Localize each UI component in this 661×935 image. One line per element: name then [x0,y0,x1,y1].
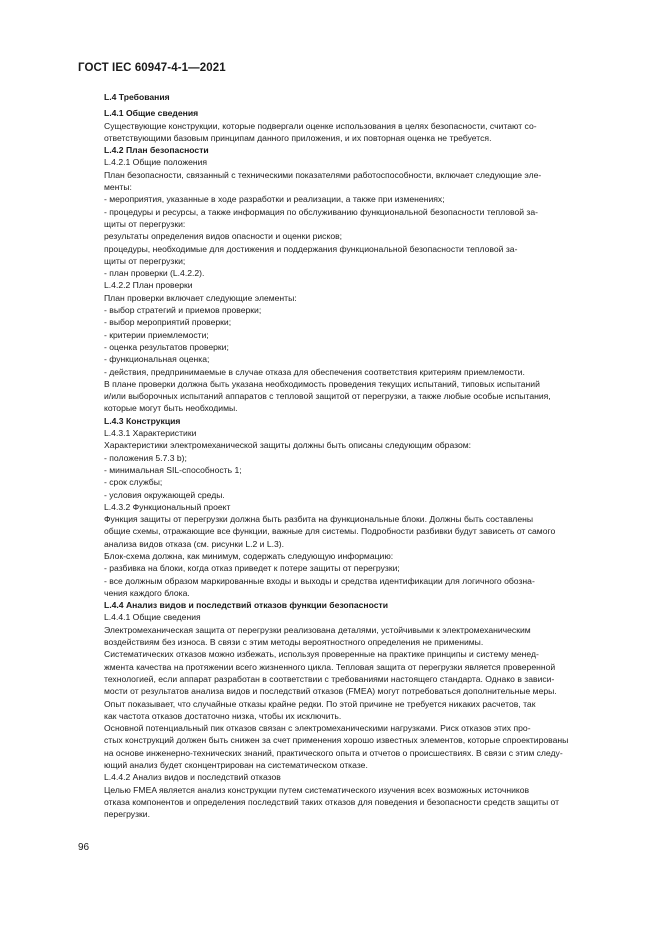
text-line: жмента качества на протяжении всего жизненного цикла. Тепловая защита от перегрузки является проверенной [104,661,556,672]
section-heading: L.4 Требования [104,92,170,102]
page-number: 96 [78,842,90,853]
text-line: В плане проверки должна быть указана необходимость проведения текущих испытаний, типовых испытаний [104,378,540,389]
text-line: ответствующими базовым принципам данного приложения, и их повторная оценка не требуется. [104,132,492,143]
text-line: - срок службы; [104,477,163,488]
subsection-heading: L.4.3.1 Характеристики [104,428,197,439]
text-line: технологией, если аппарат разработан в соответствии с требованиями настоящего стандарта. Однако в зависи- [104,673,555,684]
text-line: и/или выборочных испытаний аппаратов с тепловой защитой от перегрузки, а также любые особые испытания, [104,391,551,402]
text-line: - все должным образом маркированные входы и выходы и средства идентификации для логичного обозна- [104,575,535,586]
text-line: процедуры, необходимые для достижения и поддержания функциональной безопасности тепловой за- [104,243,518,254]
text-line: - план проверки (L.4.2.2). [104,268,205,279]
section-heading: L.4.4 Анализ видов и последствий отказов функции безопасности [104,600,389,611]
text-line: - оценка результатов проверки; [104,341,229,352]
subsection-heading: L.4.2.1 Общие положения [104,157,208,168]
text-line: общие схемы, отражающие все функции, важные для системы. Подробности разбивки будут зависеть от самого [104,526,556,537]
text-line: - выбор мероприятий проверки; [104,317,232,328]
text-line: - мероприятия, указанные в ходе разработки и реализации, а также при изменениях; [104,194,445,205]
text-line: Систематических отказов можно избежать, используя проверенные на практике принципы и систему менед- [104,649,539,660]
text-line: щиты от перегрузки; [104,255,186,266]
text-line: чения каждого блока. [104,587,190,598]
text-line: Основной потенциальный пик отказов связан с электромеханическими нагрузками. Риск отказов этих про- [104,723,531,734]
text-line: Опыт показывает, что случайные отказы крайне редки. По этой причине не требуется никаких расчетов, так [104,698,536,709]
section-heading: L.4.2 План безопасности [104,145,209,156]
text-line: Электромеханическая защита от перегрузки реализована деталями, устойчивыми к электромеханическим [104,624,531,635]
text-line: Функция защиты от перегрузки должна быть разбита на функциональные блоки. Должны быть составлены [104,514,534,525]
text-line: План безопасности, связанный с техническими показателями работоспособности, включает следующие эле- [104,169,542,180]
text-line: стых конструкций должен быть снижен за счет применения хорошо известных элементов, которые спроектированы [104,735,569,746]
text-line: результаты определения видов опасности и оценки рисков; [104,231,343,242]
text-line: Существующие конструкции, которые подвергали оценке использования в целях безопасности, считают со- [104,120,537,131]
text-line: Блок-схема должна, как минимум, содержать следующую информацию: [104,550,394,561]
text-line: План проверки включает следующие элементы: [104,292,297,303]
document-body [104,91,609,821]
text-line: щиты от перегрузки: [104,218,186,229]
text-line: - выбор стратегий и приемов проверки; [104,305,262,316]
text-line: как частота отказов достаточно низка, чтобы их исключить. [104,710,342,721]
subsection-heading: L.4.4.2 Анализ видов и последствий отказов [104,772,281,783]
subsection-heading: L.4.3.2 Функциональный проект [104,501,231,512]
text-line: перегрузки. [104,809,150,820]
text-line: отказа компонентов и определения последствий таких отказов для поведения и безопасности средств защиты от [104,796,560,807]
text-line: - разбивка на блоки, когда отказ приведет к потере защиты от перегрузки; [104,563,400,574]
text-line: Целью FMEA является анализ конструкции путем систематического изучения всех возможных источников [104,784,530,795]
text-line: - процедуры и ресурсы, а также информация по обслуживанию функциональной безопасности тепловой за- [104,206,539,217]
text-line: мости от результатов анализа видов и последствий отказов (FMEA) могут потребоваться дополнительные меры. [104,686,557,697]
text-line: воздействиям без износа. В связи с этим методы вероятностного определения не применимы. [104,637,484,648]
text-line: на основе инженерно-технических знаний, практического опыта и отчетов о происшествиях. В связи с этим следу- [104,747,563,758]
section-heading: L.4.3 Конструкция [104,415,181,426]
text-line: которые могут быть необходимы. [104,403,238,414]
text-line: - функциональная оценка; [104,354,210,365]
subsection-heading: L.4.2.2 План проверки [104,280,193,291]
subsection-heading: L.4.4.1 Общие сведения [104,612,201,623]
text-line: - минимальная SIL-способность 1; [104,464,242,475]
text-line: - положения 5.7.3 b); [104,452,187,463]
text-line: - условия окружающей среды. [104,489,225,500]
text-line: анализа видов отказа (см. рисунки L.2 и L.3). [104,538,285,549]
document-header: ГОСТ IEC 60947-4-1—2021 [78,62,226,74]
text-line: менты: [104,182,132,193]
text-line: Характеристики электромеханической защиты должны быть описаны следующим образом: [104,440,472,451]
text-line: - действия, предпринимаемые в случае отказа для обеспечения соответствия критериям приемлемости. [104,366,525,377]
text-line: ющий анализ будет сконцентрирован на систематическом отказе. [104,760,368,771]
section-heading: L.4.1 Общие сведения [104,108,199,119]
text-line: - критерии приемлемости; [104,329,209,340]
